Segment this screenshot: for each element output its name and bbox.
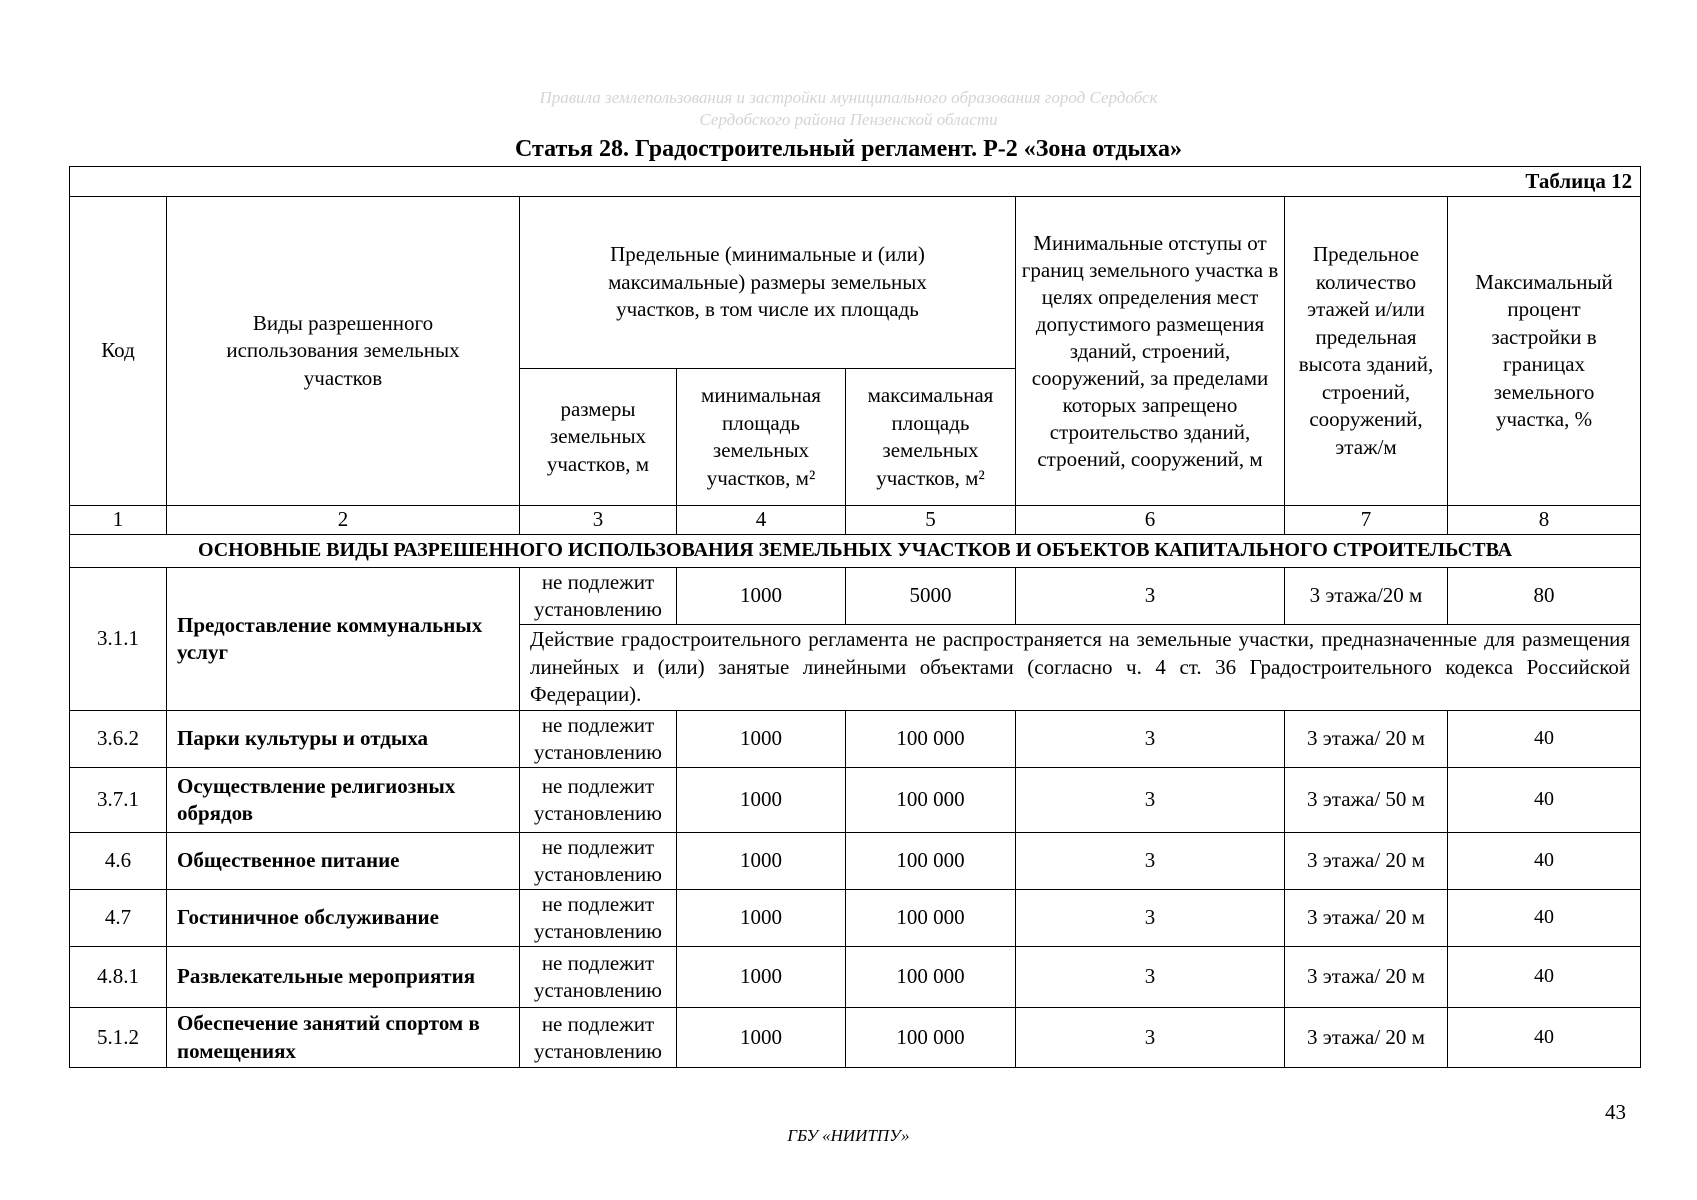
- row-setback: 3: [1016, 833, 1285, 890]
- row-use-name: Парки культуры и отдыха: [167, 711, 520, 768]
- table-caption: Таблица 12: [70, 167, 1641, 197]
- column-number: 8: [1448, 506, 1641, 535]
- row-size: не подлежит установлению: [520, 711, 677, 768]
- header-floors: Предельное количество этажей и/или предельная высота зданий, строений, сооружений, этаж/м: [1285, 197, 1448, 506]
- article-title: Статья 28. Градостроительный регламент. Р-2 «Зона отдыха»: [515, 136, 1182, 162]
- header-limits: Предельные (минимальные и (или) максимальные) размеры земельных участков, в том числе их площадь: [520, 197, 1016, 369]
- row-setback: 3: [1016, 1008, 1285, 1068]
- row-min-area: 1000: [677, 1008, 846, 1068]
- row-coverage: 40: [1448, 833, 1641, 890]
- row-size: не подлежит установлению: [520, 768, 677, 833]
- table-row: [70, 833, 1641, 890]
- row-size: не подлежит установлению: [520, 890, 677, 947]
- row-code: 4.6: [70, 833, 167, 890]
- table-row: [70, 890, 1641, 947]
- column-number: 5: [846, 506, 1016, 535]
- row-max-area: 100 000: [846, 947, 1016, 1008]
- column-number: 7: [1285, 506, 1448, 535]
- header-use-types: Виды разрешенного использования земельных участков: [167, 197, 520, 506]
- running-header-line-2: Сердобского района Пензенской области: [699, 110, 998, 129]
- row-use-name: Обеспечение занятий спортом в помещениях: [167, 1008, 520, 1068]
- row-floors: 3 этажа/ 20 м: [1285, 833, 1448, 890]
- row-min-area: 1000: [677, 768, 846, 833]
- row-min-area: 1000: [677, 711, 846, 768]
- page-number: 43: [1605, 1100, 1626, 1124]
- column-number: 4: [677, 506, 846, 535]
- table-row: [70, 568, 1641, 625]
- row-size: не подлежит установлению: [520, 947, 677, 1008]
- row-coverage: 40: [1448, 947, 1641, 1008]
- row-min-area: 1000: [677, 947, 846, 1008]
- table-row: [70, 947, 1641, 1008]
- table-row: [70, 1008, 1641, 1068]
- row-coverage: 80: [1448, 568, 1641, 625]
- row-setback: 3: [1016, 568, 1285, 625]
- header-code: Код: [70, 197, 167, 506]
- column-number: 2: [167, 506, 520, 535]
- row-min-area: 1000: [677, 890, 846, 947]
- row-floors: 3 этажа/ 20 м: [1285, 711, 1448, 768]
- row-size: не подлежит установлению: [520, 833, 677, 890]
- row-note: Действие градостроительного регламента не распространяется на земельные участки, предназначенные для размещения линейных и (или) занятые линейными объектами (согласно ч. 4 ст. 36 Градостроительного кодекса Российской Федерации).: [520, 625, 1641, 711]
- row-coverage: 40: [1448, 890, 1641, 947]
- section-title: ОСНОВНЫЕ ВИДЫ РАЗРЕШЕННОГО ИСПОЛЬЗОВАНИЯ ЗЕМЕЛЬНЫХ УЧАСТКОВ И ОБЪЕКТОВ КАПИТАЛЬНОГО СТРОИТЕЛЬСТВА: [70, 535, 1641, 568]
- row-floors: 3 этажа/ 20 м: [1285, 890, 1448, 947]
- row-max-area: 100 000: [846, 711, 1016, 768]
- row-setback: 3: [1016, 890, 1285, 947]
- row-size: не подлежит установлению: [520, 568, 677, 625]
- table-row: [70, 768, 1641, 833]
- column-number: 6: [1016, 506, 1285, 535]
- row-coverage: 40: [1448, 1008, 1641, 1068]
- column-number: 1: [70, 506, 167, 535]
- row-min-area: 1000: [677, 833, 846, 890]
- regulation-table: [69, 166, 1641, 1068]
- running-header-line-1: Правила землепользования и застройки муниципального образования город Сердобск: [539, 88, 1158, 107]
- header-min-area: минимальная площадь земельных участков, м²: [677, 369, 846, 506]
- row-setback: 3: [1016, 947, 1285, 1008]
- row-coverage: 40: [1448, 711, 1641, 768]
- header-setbacks: [1016, 197, 1285, 506]
- row-use-name: Гостиничное обслуживание: [167, 890, 520, 947]
- row-floors: 3 этажа/ 20 м: [1285, 947, 1448, 1008]
- row-code: 3.1.1: [70, 568, 167, 711]
- row-max-area: 100 000: [846, 1008, 1016, 1068]
- row-floors: 3 этажа/ 50 м: [1285, 768, 1448, 833]
- header-max-area: максимальная площадь земельных участков, м²: [846, 369, 1016, 506]
- row-max-area: 100 000: [846, 833, 1016, 890]
- row-use-name: Осуществление религиозных обрядов: [167, 768, 520, 833]
- row-use-name: Предоставление коммунальных услуг: [167, 568, 520, 711]
- header-coverage: Максимальный процент застройки в границах земельного участка, %: [1448, 197, 1641, 506]
- table-row: [70, 711, 1641, 768]
- header-setbacks-text: Минимальные отступы от границ земельного участка в целях определения мест допустимого размещения зданий, строений, сооружений, за пределами которых запрещено строительство зданий, строений, сооружений, м: [1021, 230, 1279, 471]
- header-sizes: размеры земельных участков, м: [520, 369, 677, 506]
- row-setback: 3: [1016, 711, 1285, 768]
- row-size: не подлежит установлению: [520, 1008, 677, 1068]
- row-code: 4.7: [70, 890, 167, 947]
- row-use-name: Развлекательные мероприятия: [167, 947, 520, 1008]
- column-number: 3: [520, 506, 677, 535]
- row-code: 3.6.2: [70, 711, 167, 768]
- row-code: 3.7.1: [70, 768, 167, 833]
- row-max-area: 100 000: [846, 890, 1016, 947]
- row-max-area: 100 000: [846, 768, 1016, 833]
- row-code: 5.1.2: [70, 1008, 167, 1068]
- row-use-name: Общественное питание: [167, 833, 520, 890]
- row-setback: 3: [1016, 768, 1285, 833]
- row-floors: 3 этажа/ 20 м: [1285, 1008, 1448, 1068]
- page-footer: ГБУ «НИИТПУ»: [787, 1126, 910, 1145]
- row-code: 4.8.1: [70, 947, 167, 1008]
- row-max-area: 5000: [846, 568, 1016, 625]
- row-min-area: 1000: [677, 568, 846, 625]
- row-floors: 3 этажа/20 м: [1285, 568, 1448, 625]
- row-coverage: 40: [1448, 768, 1641, 833]
